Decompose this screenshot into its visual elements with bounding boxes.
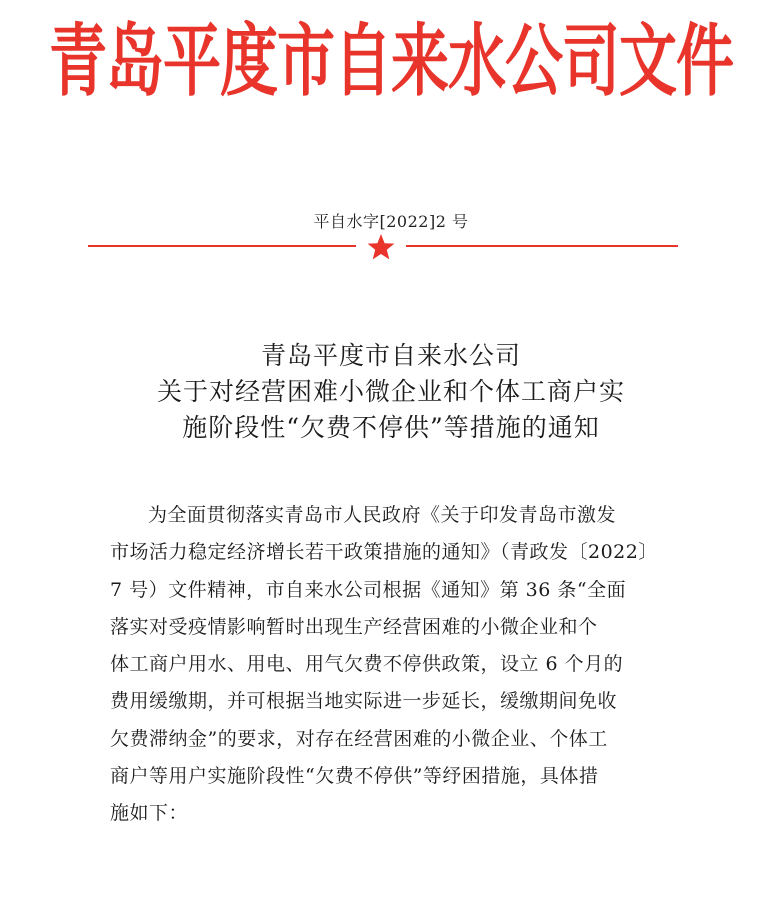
- red-divider-right: [406, 245, 678, 247]
- body-line: 体工商户用水、用电、用气欠费不停供政策，设立 6 个月的: [110, 653, 624, 676]
- body-line: 为全面贯彻落实青岛市人民政府《关于印发青岛市激发: [148, 504, 617, 526]
- body-line: 7 号）文件精神，市自来水公司根据《通知》第 36 条“全面: [110, 578, 627, 601]
- star-icon: [366, 233, 396, 261]
- body-line: 费用缓缴期，并可根据当地实际进一步延长，缓缴期间免收: [110, 690, 618, 713]
- title-line-3: 施阶段性“欠费不停供”等措施的通知: [182, 413, 600, 442]
- masthead-title: 青岛平度市自来水公司文件: [48, 15, 733, 108]
- body-paragraph: [110, 497, 676, 833]
- body-line: 施如下：: [110, 802, 189, 825]
- notice-title: [0, 338, 782, 446]
- body-line: 落实对受疫情影响暂时出现生产经营困难的小微企业和个: [110, 615, 598, 638]
- body-line: 商户等用户实施阶段性“欠费不停供”等纾困措施，具体措: [110, 765, 599, 788]
- title-line-1: 青岛平度市自来水公司: [260, 341, 521, 370]
- body-line: 市场活力稳定经济增长若干政策措施的通知》（青政发〔2022〕: [110, 541, 658, 564]
- red-divider-left: [88, 245, 356, 247]
- title-line-2: 关于对经营困难小微企业和个体工商户实: [156, 377, 625, 406]
- body-line: 欠费滞纳金”的要求，对存在经营困难的小微企业、个体工: [110, 727, 608, 750]
- document-number: 平自水字[2022]2 号: [313, 212, 469, 231]
